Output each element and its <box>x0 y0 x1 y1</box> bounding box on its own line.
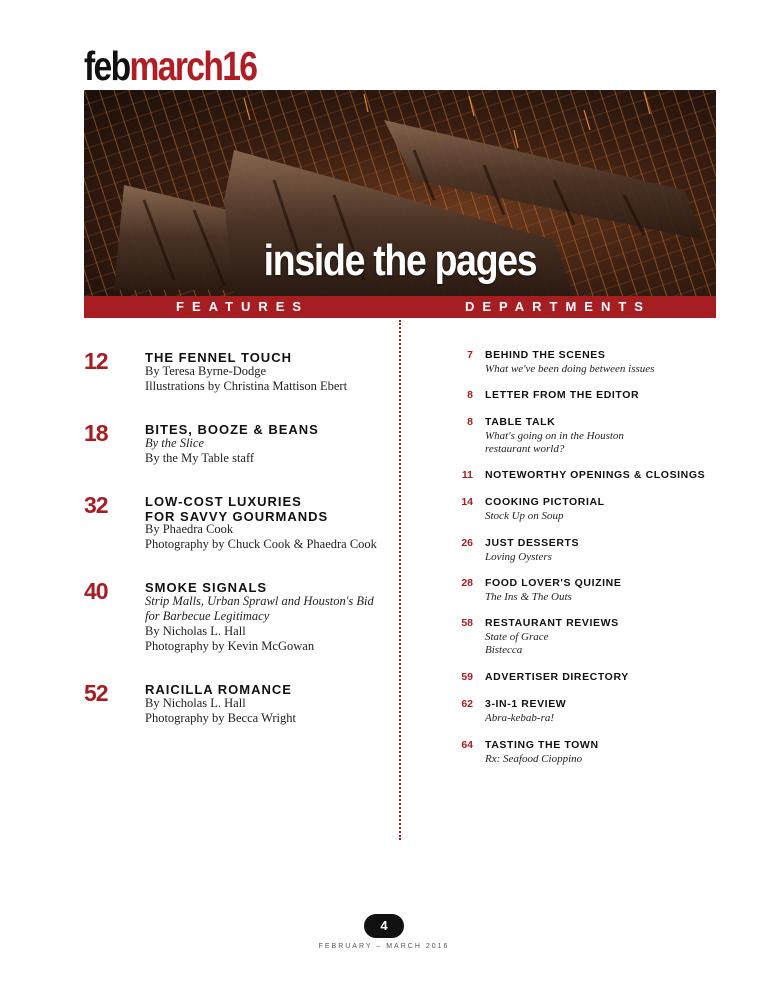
feature-title: BITES, BOOZE & BEANS <box>145 422 319 437</box>
department-title: NOTEWORTHY OPENINGS & CLOSINGS <box>485 469 706 481</box>
hero-title: inside the pages <box>263 236 537 285</box>
department-subtitle: What's going on in the Houston restaurant world? <box>485 430 624 455</box>
department-page-number: 11 <box>461 469 473 481</box>
feature-credits <box>145 436 395 466</box>
department-title: JUST DESSERTS <box>485 537 580 549</box>
column-divider <box>399 320 401 840</box>
department-title: RESTAURANT REVIEWS <box>485 617 619 629</box>
department-page-number: 7 <box>467 349 473 361</box>
department-subtitle: Rx: Seafood Cioppino <box>485 753 583 765</box>
feature-credits <box>145 696 395 726</box>
department-title: ADVERTISER DIRECTORY <box>485 671 629 683</box>
feature-page-number: 12 <box>84 348 108 374</box>
masthead <box>84 43 257 89</box>
department-page-number: 62 <box>461 698 473 710</box>
department-subtitle: Abra-kebab-ra! <box>485 712 555 724</box>
feature-title: LOW-COST LUXURIES FOR SAVVY GOURMANDS <box>145 494 329 524</box>
feature-line: Photography by Becca Wright <box>145 711 296 725</box>
department-title: TASTING THE TOWN <box>485 739 599 751</box>
feature-credits <box>145 364 395 394</box>
feature-line: for Barbecue Legitimacy <box>145 609 270 623</box>
department-subtitle: Stock Up on Soup <box>485 510 564 522</box>
features-heading: FEATURES <box>176 299 310 314</box>
department-page-number: 64 <box>461 739 473 751</box>
department-title: 3-IN-1 REVIEW <box>485 698 567 710</box>
feature-line: By Teresa Byrne-Dodge <box>145 364 267 378</box>
department-title: COOKING PICTORIAL <box>485 496 605 508</box>
feature-line: By Nicholas L. Hall <box>145 624 246 638</box>
feature-line: By the My Table staff <box>145 451 255 465</box>
departments-heading: DEPARTMENTS <box>465 299 651 314</box>
department-subtitle: State of Grace Bistecca <box>485 631 549 656</box>
feature-line: By Phaedra Cook <box>145 522 234 536</box>
department-subtitle: Loving Oysters <box>485 551 552 563</box>
feature-line: Photography by Kevin McGowan <box>145 639 315 653</box>
feature-credits <box>145 522 395 552</box>
department-page-number: 26 <box>461 537 473 549</box>
department-subtitle: What we've been doing between issues <box>485 363 655 375</box>
feature-title: RAICILLA ROMANCE <box>145 682 292 697</box>
department-title: LETTER FROM THE EDITOR <box>485 389 640 401</box>
page-number-badge: 4 <box>364 914 404 938</box>
feature-line: Strip Malls, Urban Sprawl and Houston's Bid <box>145 594 374 608</box>
department-page-number: 8 <box>467 416 473 428</box>
feature-page-number: 40 <box>84 578 108 604</box>
feature-line: By the Slice <box>145 436 204 450</box>
feature-page-number: 52 <box>84 680 108 706</box>
masthead-march16: march16 <box>129 43 257 89</box>
department-title: BEHIND THE SCENES <box>485 349 606 361</box>
department-page-number: 14 <box>461 496 473 508</box>
masthead-feb: feb <box>84 43 130 89</box>
department-title: FOOD LOVER'S QUIZINE <box>485 577 622 589</box>
department-subtitle: The Ins & The Outs <box>485 591 572 603</box>
department-page-number: 28 <box>461 577 473 589</box>
feature-line: Photography by Chuck Cook & Phaedra Cook <box>145 537 377 551</box>
hero-image <box>84 90 716 296</box>
section-bar <box>84 296 716 318</box>
feature-title: SMOKE SIGNALS <box>145 580 268 595</box>
feature-credits <box>145 594 395 654</box>
feature-line: Illustrations by Christina Mattison Ebert <box>145 379 348 393</box>
feature-page-number: 18 <box>84 420 108 446</box>
department-title: TABLE TALK <box>485 416 556 428</box>
department-page-number: 59 <box>461 671 473 683</box>
department-page-number: 8 <box>467 389 473 401</box>
feature-title: THE FENNEL TOUCH <box>145 350 292 365</box>
department-page-number: 58 <box>461 617 473 629</box>
feature-line: By Nicholas L. Hall <box>145 696 246 710</box>
feature-page-number: 32 <box>84 492 108 518</box>
issue-date: FEBRUARY – MARCH 2016 <box>318 943 450 950</box>
